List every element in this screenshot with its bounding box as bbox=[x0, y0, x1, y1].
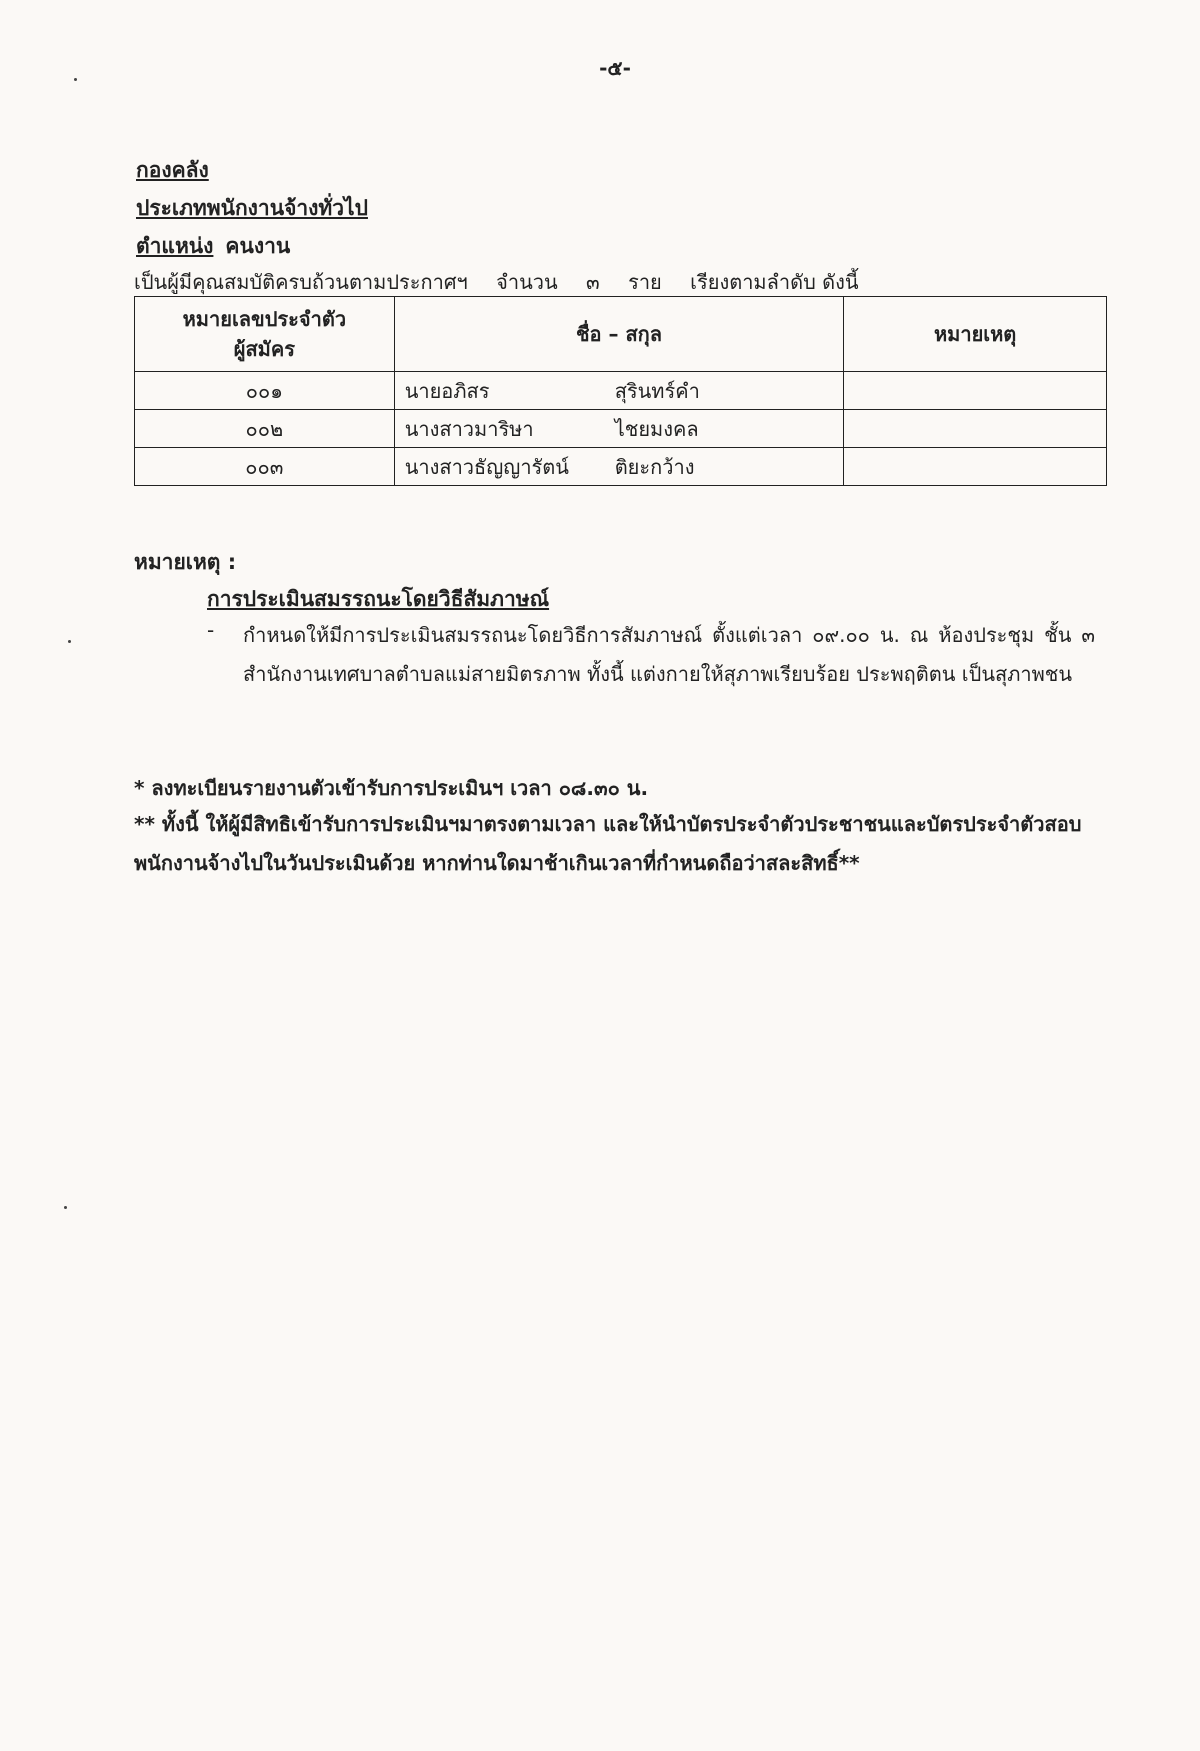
applicant-table bbox=[134, 296, 1107, 486]
header-applicant-number: หมายเลขประจำตัว ผู้สมัคร bbox=[135, 297, 395, 372]
applicant-remark bbox=[844, 410, 1107, 448]
applicant-remark bbox=[844, 372, 1107, 410]
remark-subtitle: การประเมินสมรรถนะโดยวิธีสัมภาษณ์ bbox=[207, 587, 550, 611]
position-heading bbox=[136, 230, 290, 263]
applicant-first-name: นางสาวธัญญารัตน์ bbox=[404, 454, 569, 479]
table-header-row bbox=[135, 297, 1107, 372]
employee-type-heading: ประเภทพนักงานจ้างทั่วไป bbox=[136, 196, 368, 220]
applicant-name bbox=[394, 410, 844, 448]
applicant-remark bbox=[844, 448, 1107, 486]
applicant-last-name: ติยะกว้าง bbox=[614, 454, 695, 479]
header-full-name: ชื่อ – สกุล bbox=[394, 297, 844, 372]
registration-note: * ลงทะเบียนรายงานตัวเข้ารับการประเมินฯ เวลา ๐๘.๓๐ น. bbox=[134, 776, 649, 800]
scan-speck bbox=[64, 1206, 67, 1209]
applicant-last-name: สุรินทร์คำ bbox=[614, 378, 700, 403]
applicant-last-name: ไชยมงคล bbox=[614, 416, 699, 441]
header-remark: หมายเหตุ bbox=[844, 297, 1107, 372]
page-number: -๕- bbox=[599, 56, 631, 80]
scan-speck bbox=[68, 640, 71, 643]
summary-count: ๓ bbox=[586, 270, 600, 294]
applicant-number: ๐๐๒ bbox=[135, 410, 395, 448]
remark-body: กำหนดให้มีการประเมินสมรรถนะโดยวิธีการสัมภาษณ์ ตั้งแต่เวลา ๐๙.๐๐ น. ณ ห้องประชุม ชั้น ๓ สำนักงานเทศบาลตำบลแม่สายมิตรภาพ ทั้งนี้ แต่งกายให้สุภาพเรียบร้อย ประพฤติตน เป็นสุภาพชน bbox=[243, 623, 1095, 686]
position-value: คนงาน bbox=[225, 234, 291, 258]
applicant-number: ๐๐๓ bbox=[135, 448, 395, 486]
position-label: ตำแหน่ง bbox=[136, 234, 214, 258]
scan-speck bbox=[74, 78, 77, 81]
applicant-name bbox=[394, 448, 844, 486]
summary-count-label: จำนวน bbox=[496, 270, 558, 294]
table-row bbox=[135, 410, 1107, 448]
summary-text: เป็นผู้มีคุณสมบัติครบถ้วนตามประกาศฯ bbox=[134, 270, 468, 294]
summary-unit: ราย bbox=[628, 270, 662, 294]
applicant-first-name: นายอภิสร bbox=[404, 378, 490, 403]
division-heading: กองคลัง bbox=[136, 158, 209, 182]
table-row bbox=[135, 448, 1107, 486]
table-row bbox=[135, 372, 1107, 410]
qualification-summary bbox=[134, 266, 881, 298]
summary-order-text: เรียงตามลำดับ ดังนี้ bbox=[690, 270, 859, 294]
conditions-note: ** ทั้งนี้ ให้ผู้มีสิทธิเข้ารับการประเมินฯมาตรงตามเวลา และให้นำบัตรประจำตัวประชาชนและบัตรประจำตัวสอบพนักงานจ้างไปในวันประเมินด้วย หากท่านใดมาช้าเกินเวลาที่กำหนดถือว่าสละสิทธิ์** bbox=[134, 812, 1082, 875]
applicant-name bbox=[394, 372, 844, 410]
applicant-number: ๐๐๑ bbox=[135, 372, 395, 410]
remark-title: หมายเหตุ : bbox=[134, 550, 237, 574]
applicant-first-name: นางสาวมาริษา bbox=[404, 416, 534, 441]
remark-bullet: - bbox=[207, 618, 215, 642]
